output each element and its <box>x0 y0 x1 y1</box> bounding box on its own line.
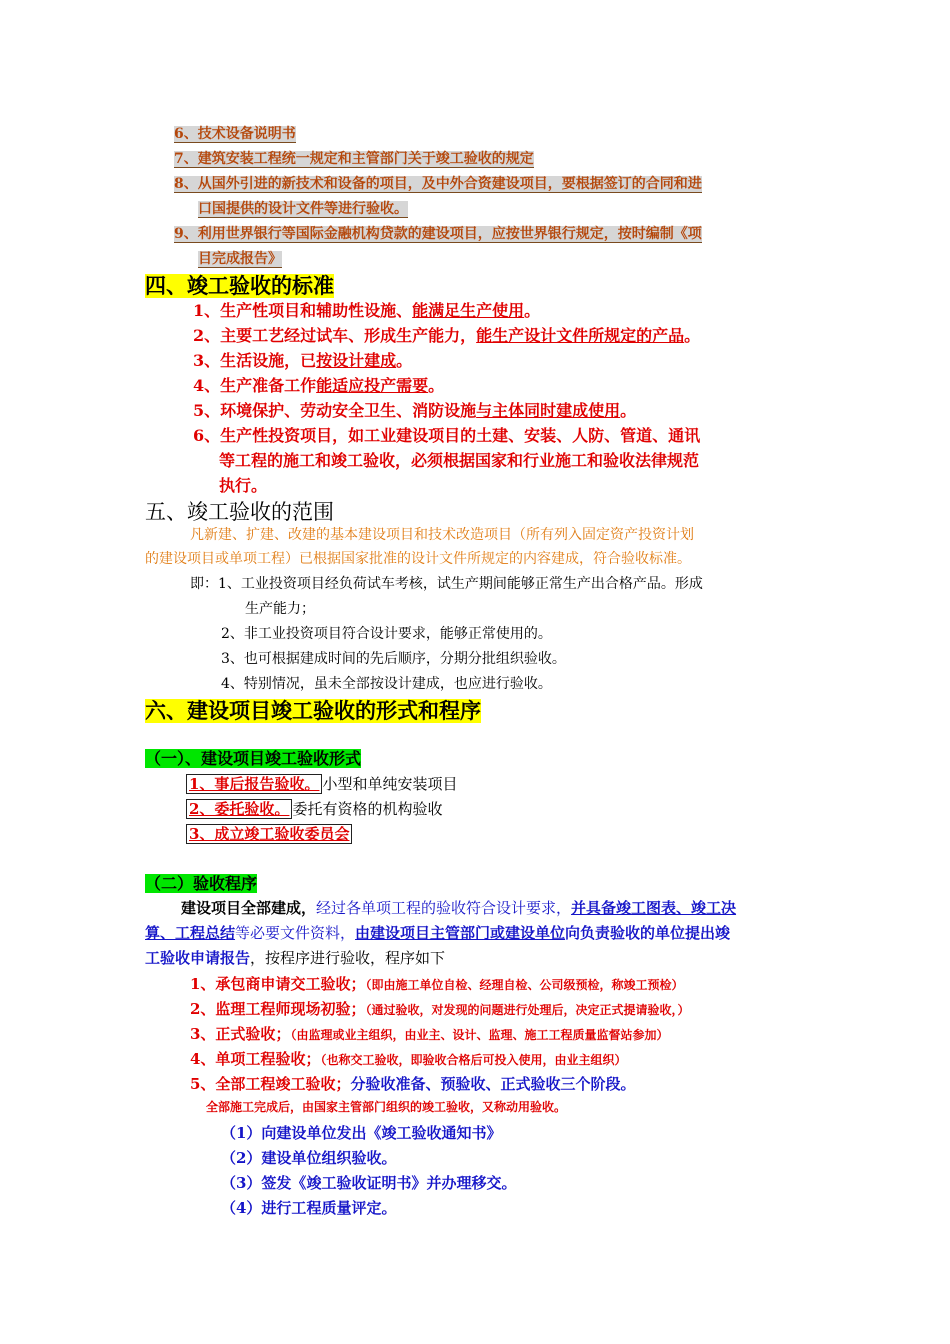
list-item: 7、建筑安装工程统一规定和主管部门关于竣工验收的规定 <box>174 151 534 167</box>
section-heading: 五、竣工验收的范围 <box>145 500 334 524</box>
standard-item: 4、生产准备工作能适应投产需要。 <box>193 376 445 395</box>
subsection-heading: （一）、建设项目竣工验收形式 <box>145 749 362 768</box>
procedure-step: 2、监理工程师现场初验；（通过验收，对发现的问题进行处理后，决定正式提请验收，） <box>190 1000 690 1018</box>
list-item: 3、也可根据建成时间的先后顺序，分期分批组织验收。 <box>221 651 566 667</box>
standard-item-continued: 执行。 <box>219 476 268 495</box>
sub-step: （1）向建设单位发出《竣工验收通知书》 <box>221 1124 502 1142</box>
procedure-step: 4、单项工程验收；（也称交工验收，即验收合格后可投入使用，由业主组织） <box>190 1050 627 1068</box>
section-heading: 四、竣工验收的标准 <box>145 274 334 298</box>
standard-item: 5、环境保护、劳动安全卫生、消防设施与主体同时建成使用。 <box>193 401 637 420</box>
procedure-step: 3、正式验收；（由监理或业主组织，由业主、设计、监理、施工工程质量监督站参加） <box>190 1025 669 1043</box>
list-item: 6、技术设备说明书 <box>174 126 296 142</box>
subsection-heading: （二）验收程序 <box>145 874 258 893</box>
procedure-paragraph: 建设项目全部建成，经过各单项工程的验收符合设计要求，并具备竣工图表、竣工决 <box>181 899 737 917</box>
list-item: 即：1、工业投资项目经负荷试车考核，试生产期间能够正常生产出合格产品。形成 <box>190 576 703 592</box>
section-heading: 六、建设项目竣工验收的形式和程序 <box>145 699 481 723</box>
sub-step: （4）进行工程质量评定。 <box>221 1199 397 1217</box>
list-item: 8、从国外引进的新技术和设备的项目，及中外合资建设项目，要根据签订的合同和进 <box>174 176 702 192</box>
paragraph-line: 凡新建、扩建、改建的基本建设项目和技术改造项目（所有列入固定资产投资计划 <box>190 527 694 543</box>
sub-step: （3）签发《竣工验收证明书》并办理移交。 <box>221 1174 517 1192</box>
list-item: 4、特别情况，虽未全部按设计建成，也应进行验收。 <box>221 676 552 692</box>
form-item: 2、委托验收。 委托有资格的机构验收 <box>186 799 442 818</box>
standard-item: 1、生产性项目和辅助性设施、能满足生产使用。 <box>193 301 541 320</box>
list-item-continued: 口国提供的设计文件等进行验收。 <box>198 201 408 217</box>
procedure-paragraph: 算、工程总结等必要文件资料，由建设项目主管部门或建设单位向负责验收的单位提出竣 <box>145 924 731 942</box>
procedure-paragraph: 工验收申请报告，按程序进行验收，程序如下 <box>145 949 446 967</box>
list-item: 9、利用世界银行等国际金融机构贷款的建设项目，应按世界银行规定，按时编制《项 <box>174 226 702 242</box>
form-item: 1、事后报告验收。 小型和单纯安装项目 <box>186 774 457 793</box>
procedure-step: 5、全部工程竣工验收；分验收准备、预验收、正式验收三个阶段。 <box>190 1075 636 1093</box>
standard-item: 3、生活设施，已按设计建成。 <box>193 351 413 370</box>
list-item: 2、非工业投资项目符合设计要求，能够正常使用的。 <box>221 626 552 642</box>
standard-item: 2、主要工艺经过试车、形成生产能力，能生产设计文件所规定的产品。 <box>193 326 701 345</box>
procedure-step: 1、承包商申请交工验收；（即由施工单位自检、经理自检、公司级预检，称竣工预检） <box>190 975 684 993</box>
standard-item: 6、生产性投资项目，如工业建设项目的土建、安装、人防、管道、通讯 <box>193 426 701 445</box>
standard-item-continued: 等工程的施工和竣工验收，必须根据国家和行业施工和验收法律规范 <box>219 451 700 470</box>
list-item-continued: 目完成报告》 <box>198 251 282 267</box>
paragraph-line: 的建设项目或单项工程）已根据国家批准的设计文件所规定的内容建成，符合验收标准。 <box>145 551 691 567</box>
list-item-continued: 生产能力； <box>245 601 315 617</box>
form-item: 3、成立竣工验收委员会 <box>186 824 352 843</box>
sub-step: （2）建设单位组织验收。 <box>221 1149 397 1167</box>
step-note: 全部施工完成后，由国家主管部门组织的竣工验收，又称动用验收。 <box>206 1100 567 1114</box>
